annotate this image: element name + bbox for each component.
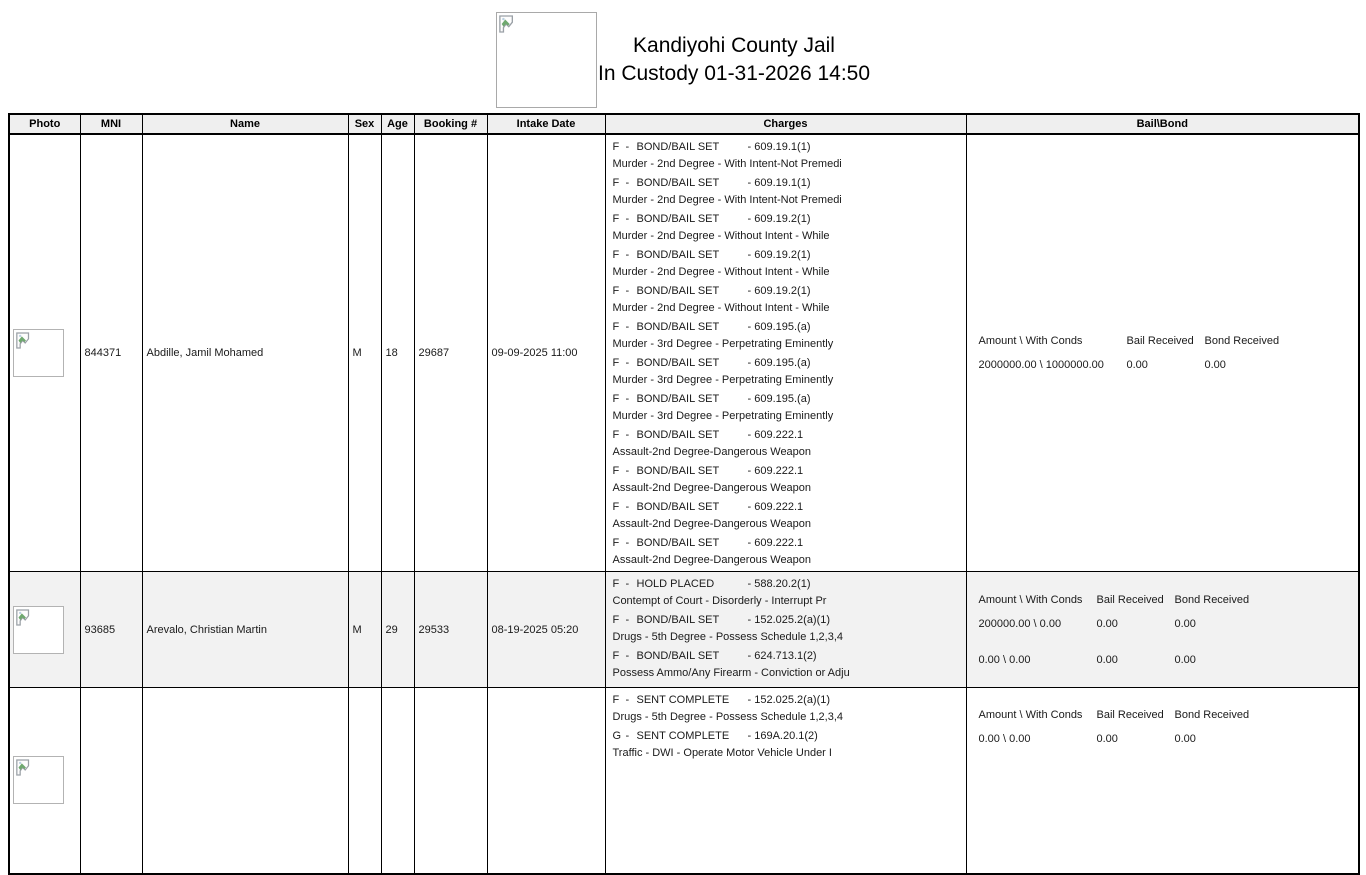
- sex-value: M: [348, 134, 381, 572]
- inmate-name: Arevalo, Christian Martin: [142, 572, 348, 688]
- charge-status: HOLD PLACED: [636, 578, 715, 590]
- charge-separator: -: [625, 141, 630, 153]
- charge-level: F: [612, 614, 620, 626]
- charge-separator: -: [625, 537, 630, 549]
- bail-bond-cell: [966, 688, 1359, 874]
- charge-statute: - 169A.20.1(2): [747, 730, 818, 742]
- charge-level: F: [612, 141, 620, 153]
- charge-entry: [613, 139, 960, 173]
- charge-status: BOND/BAIL SET: [636, 501, 720, 513]
- bail-bond-cell: [966, 572, 1359, 688]
- in-custody-table: [8, 113, 1360, 875]
- charge-separator: -: [625, 213, 630, 225]
- column-header-mni: MNI: [80, 114, 142, 134]
- report-title-line2: In Custody 01-31-2026 14:50: [597, 62, 871, 85]
- charge-description: Murder - 2nd Degree - Without Intent - While: [612, 266, 830, 278]
- bail-value-row: [979, 617, 1359, 631]
- broken-image-icon: [499, 15, 515, 33]
- charge-separator: -: [625, 429, 630, 441]
- photo-cell: [9, 572, 80, 688]
- bail-header-row: [979, 334, 1359, 348]
- charge-level: F: [612, 501, 620, 513]
- table-row: [9, 572, 1359, 688]
- intake-date: 08-19-2025 05:20: [487, 572, 605, 688]
- charge-entry: [613, 728, 960, 762]
- charge-entry: [613, 692, 960, 726]
- bail-value-row: [979, 732, 1359, 746]
- bail-header-amount: Amount \ With Conds: [978, 335, 1083, 347]
- sex-value: [348, 688, 381, 874]
- charge-description: Murder - 2nd Degree - Without Intent - While: [612, 302, 830, 314]
- table-header-row: [9, 114, 1359, 134]
- charge-entry: [613, 391, 960, 425]
- bond-received-value: 0.00: [1174, 653, 1196, 666]
- charge-status: BOND/BAIL SET: [636, 357, 720, 369]
- bail-value-row: [979, 358, 1359, 372]
- charge-level: G: [612, 730, 622, 742]
- charge-status: BOND/BAIL SET: [636, 177, 720, 189]
- charge-description: Traffic - DWI - Operate Motor Vehicle Under I: [612, 747, 832, 759]
- charge-status: BOND/BAIL SET: [636, 537, 720, 549]
- charge-entry: [613, 355, 960, 389]
- charge-separator: -: [625, 249, 630, 261]
- charge-entry: [613, 535, 960, 569]
- charge-status: SENT COMPLETE: [636, 730, 730, 742]
- charge-statute: - 609.222.1: [747, 465, 804, 477]
- charge-entry: [613, 319, 960, 353]
- charge-separator: -: [625, 614, 630, 626]
- charge-separator: -: [625, 694, 630, 706]
- bail-received-value: 0.00: [1096, 733, 1118, 745]
- charge-status: BOND/BAIL SET: [636, 393, 720, 405]
- charge-description: Drugs - 5th Degree - Possess Schedule 1,2,3,4: [612, 631, 844, 643]
- charges-cell: [605, 134, 966, 572]
- charge-status: BOND/BAIL SET: [636, 650, 720, 662]
- inmate-name: Abdille, Jamil Mohamed: [142, 134, 348, 572]
- charge-description: Murder - 3rd Degree - Perpetrating Eminently: [612, 374, 834, 386]
- bail-bond-cell: [966, 134, 1359, 572]
- charge-entry: [613, 283, 960, 317]
- bail-amount-value: 0.00 \ 0.00: [978, 653, 1031, 666]
- booking-number: 29533: [414, 572, 487, 688]
- charge-level: F: [612, 177, 620, 189]
- column-header-charges: Charges: [605, 114, 966, 134]
- charge-description: Assault-2nd Degree-Dangerous Weapon: [612, 482, 812, 494]
- table-row: [9, 134, 1359, 572]
- bail-received-value: 0.00: [1096, 617, 1118, 630]
- bail-amount-value: 2000000.00 \ 1000000.00: [978, 359, 1104, 371]
- charge-status: SENT COMPLETE: [636, 694, 730, 706]
- charge-statute: - 609.19.2(1): [747, 249, 811, 261]
- charge-level: F: [612, 249, 620, 261]
- inmate-photo-placeholder: [13, 756, 64, 804]
- charge-description: Assault-2nd Degree-Dangerous Weapon: [612, 446, 812, 458]
- charge-level: F: [612, 321, 620, 333]
- charge-statute: - 609.19.2(1): [747, 213, 811, 225]
- column-header-bail-bond: Bail\Bond: [966, 114, 1359, 134]
- column-header-name: Name: [142, 114, 348, 134]
- charge-description: Assault-2nd Degree-Dangerous Weapon: [612, 518, 812, 530]
- bail-header-bail-received: Bail Received: [1096, 593, 1164, 606]
- charge-entry: [613, 648, 960, 682]
- column-header-booking: Booking #: [414, 114, 487, 134]
- charge-separator: -: [625, 501, 630, 513]
- charge-description: Murder - 2nd Degree - With Intent-Not Premedi: [612, 194, 842, 206]
- charge-separator: -: [625, 357, 630, 369]
- charge-statute: - 609.19.2(1): [747, 285, 811, 297]
- age-value: 18: [381, 134, 414, 572]
- charge-entry: [613, 612, 960, 646]
- charge-level: F: [612, 213, 620, 225]
- bail-header-amount: Amount \ With Conds: [978, 709, 1083, 721]
- photo-cell: [9, 688, 80, 874]
- bail-header-row: [979, 708, 1359, 722]
- bond-received-value: 0.00: [1174, 733, 1196, 745]
- charge-statute: - 152.025.2(a)(1): [747, 694, 831, 706]
- charge-status: BOND/BAIL SET: [636, 141, 720, 153]
- charges-cell: [605, 572, 966, 688]
- mni-value: 93685: [80, 572, 142, 688]
- report-header: [0, 0, 1366, 113]
- bail-header-bond-received: Bond Received: [1204, 335, 1280, 347]
- broken-image-icon: [16, 609, 31, 626]
- inmate-name: [142, 688, 348, 874]
- intake-date: [487, 688, 605, 874]
- bail-header-row: [979, 593, 1359, 607]
- charge-status: BOND/BAIL SET: [636, 285, 720, 297]
- column-header-sex: Sex: [348, 114, 381, 134]
- charge-status: BOND/BAIL SET: [636, 213, 720, 225]
- charge-level: F: [612, 285, 620, 297]
- charge-level: F: [612, 537, 620, 549]
- charge-entry: [613, 463, 960, 497]
- bail-header-bail-received: Bail Received: [1096, 709, 1164, 721]
- charge-status: BOND/BAIL SET: [636, 614, 720, 626]
- bond-received-value: 0.00: [1174, 617, 1196, 630]
- charge-entry: [613, 175, 960, 209]
- charge-statute: - 588.20.2(1): [747, 578, 811, 590]
- charge-statute: - 609.195.(a): [747, 357, 811, 369]
- charges-cell: [605, 688, 966, 874]
- charge-entry: [613, 427, 960, 461]
- inmate-photo-placeholder: [13, 329, 64, 377]
- charge-statute: - 609.222.1: [747, 537, 804, 549]
- booking-number: 29687: [414, 134, 487, 572]
- charge-entry: [613, 247, 960, 281]
- report-title-line1: Kandiyohi County Jail: [633, 34, 835, 57]
- charge-separator: -: [625, 177, 630, 189]
- report-title: [558, 32, 910, 88]
- bail-amount-value: 200000.00 \ 0.00: [978, 617, 1062, 630]
- charge-separator: -: [625, 578, 630, 590]
- mni-value: [80, 688, 142, 874]
- charge-separator: -: [625, 730, 630, 742]
- broken-image-icon: [16, 332, 31, 349]
- charge-description: Murder - 2nd Degree - Without Intent - While: [612, 230, 830, 242]
- bail-value-row: [979, 653, 1359, 667]
- sex-value: M: [348, 572, 381, 688]
- charge-separator: -: [625, 285, 630, 297]
- charge-entry: [613, 499, 960, 533]
- charge-description: Murder - 3rd Degree - Perpetrating Eminently: [612, 338, 834, 350]
- intake-date: 09-09-2025 11:00: [487, 134, 605, 572]
- charge-status: BOND/BAIL SET: [636, 429, 720, 441]
- bail-header-amount: Amount \ With Conds: [978, 593, 1083, 606]
- bail-received-value: 0.00: [1126, 359, 1148, 371]
- charge-level: F: [612, 650, 620, 662]
- charge-level: F: [612, 465, 620, 477]
- booking-number: [414, 688, 487, 874]
- charge-status: BOND/BAIL SET: [636, 465, 720, 477]
- charge-description: Drugs - 5th Degree - Possess Schedule 1,2,3,4: [612, 711, 844, 723]
- column-header-photo: Photo: [9, 114, 80, 134]
- charge-description: Possess Ammo/Any Firearm - Conviction or Adju: [612, 667, 850, 679]
- mni-value: 844371: [80, 134, 142, 572]
- bail-header-bail-received: Bail Received: [1126, 335, 1194, 347]
- charge-status: BOND/BAIL SET: [636, 249, 720, 261]
- charge-level: F: [612, 393, 620, 405]
- charge-statute: - 152.025.2(a)(1): [747, 614, 831, 626]
- charge-level: F: [612, 357, 620, 369]
- bail-amount-value: 0.00 \ 0.00: [978, 733, 1031, 745]
- bail-header-bond-received: Bond Received: [1174, 593, 1250, 606]
- charge-separator: -: [625, 465, 630, 477]
- age-value: 29: [381, 572, 414, 688]
- charge-entry: [613, 576, 960, 610]
- charge-separator: -: [625, 393, 630, 405]
- charge-statute: - 624.713.1(2): [747, 650, 817, 662]
- charge-entry: [613, 211, 960, 245]
- bail-header-bond-received: Bond Received: [1174, 709, 1250, 721]
- charge-description: Contempt of Court - Disorderly - Interrupt Pr: [612, 595, 827, 607]
- charge-statute: - 609.222.1: [747, 501, 804, 513]
- table-row: [9, 688, 1359, 874]
- inmate-photo-placeholder: [13, 606, 64, 654]
- charge-level: F: [612, 429, 620, 441]
- charge-description: Assault-2nd Degree-Dangerous Weapon: [612, 554, 812, 566]
- photo-cell: [9, 134, 80, 572]
- bond-received-value: 0.00: [1204, 359, 1226, 371]
- charge-statute: - 609.19.1(1): [747, 141, 811, 153]
- charge-statute: - 609.19.1(1): [747, 177, 811, 189]
- charge-status: BOND/BAIL SET: [636, 321, 720, 333]
- charge-level: F: [612, 694, 620, 706]
- age-value: [381, 688, 414, 874]
- charge-statute: - 609.195.(a): [747, 393, 811, 405]
- charge-statute: - 609.222.1: [747, 429, 804, 441]
- column-header-age: Age: [381, 114, 414, 134]
- charge-separator: -: [625, 650, 630, 662]
- bail-received-value: 0.00: [1096, 653, 1118, 666]
- charge-level: F: [612, 578, 620, 590]
- charge-statute: - 609.195.(a): [747, 321, 811, 333]
- charge-description: Murder - 2nd Degree - With Intent-Not Premedi: [612, 158, 842, 170]
- column-header-intake: Intake Date: [487, 114, 605, 134]
- charge-description: Murder - 3rd Degree - Perpetrating Eminently: [612, 410, 834, 422]
- charge-separator: -: [625, 321, 630, 333]
